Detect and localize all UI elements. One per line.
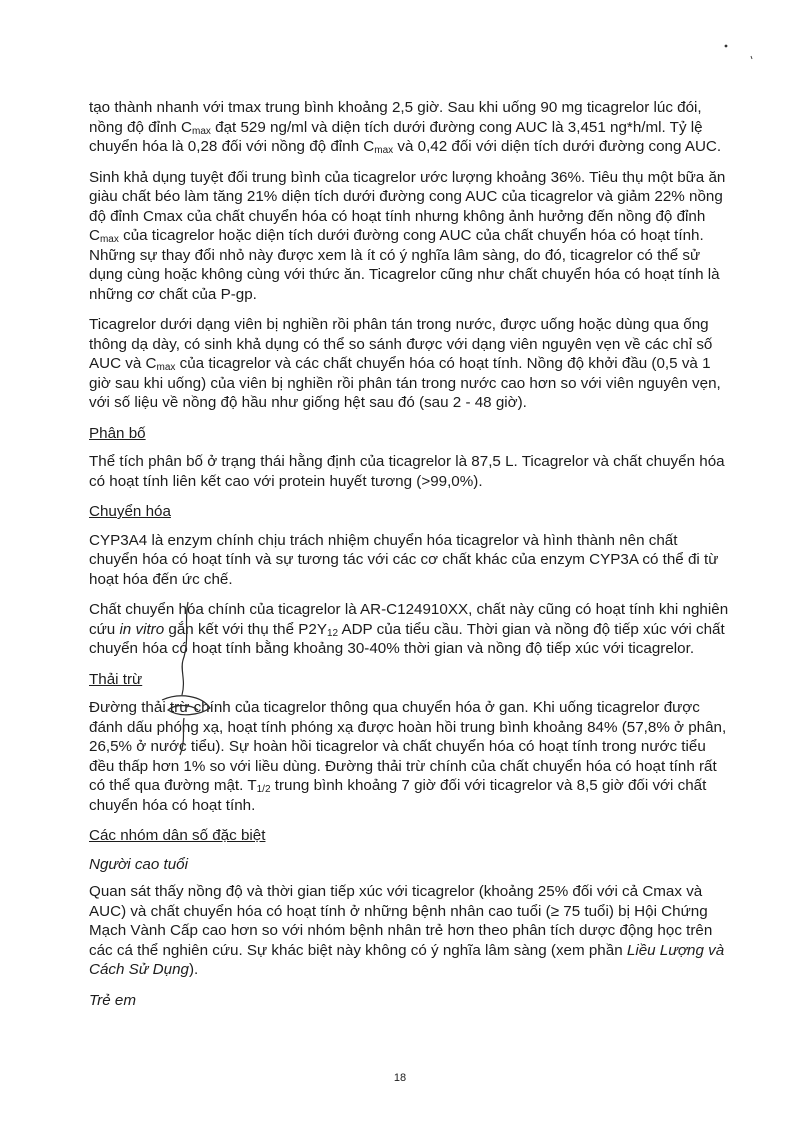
paragraph-crushed-tablets: Ticagrelor dưới dạng viên bị nghiền rồi phân tán trong nước, được uống hoặc dùng qua ống thông dạ dày, có sinh khả dụng có thể so sánh được với dạng viên nguyên vẹn về các chỉ số AUC và $C_{max}$ của ticagrelor và các chất chuyển hóa có hoạt tính. Nồng độ khởi đầu (0,5 và 1 giờ sau khi uống) của viên bị nghiền rồi phân tán trong nước cao hơn so với viên nguyên vẹn, với số liệu về nồng độ hầu như giống hệt sau đó (sau 2 - 48 giờ). [89, 316, 721, 411]
handwritten-signature [150, 600, 220, 760]
paragraph-absorption: tạo thành nhanh với tmax trung bình khoảng 2,5 giờ. Sau khi uống 90 mg ticagrelor lúc đói, nồng độ đỉnh $C_{max}$ đạt 529 ng/ml và diện tích dưới đường cong AUC là 3,451 ng*h/ml. Tỷ lệ chuyển hóa là 0,28 đối với nồng độ đỉnh $C_{max}$ và 0,42 đối với diện tích dưới đường cong AUC. [89, 99, 722, 156]
heading-special-populations: Các nhóm dân số đặc biệt [89, 827, 266, 844]
document-body [89, 98, 729, 1018]
paragraph-metabolite: Chất chuyển hóa chính của ticagrelor là AR-C124910XX, chất này cũng có hoạt tính khi nghiên cứu in vitro gắn kết với thụ thể $P2Y_{12}$ ADP của tiểu cầu. Thời gian và nồng độ tiếp xúc với chất chuyển hóa có hoạt tính bằng khoảng 30-40% thời gian và nồng độ tiếp xúc với ticagrelor. [89, 601, 729, 657]
heading-elderly: Người cao tuổi [89, 855, 189, 873]
page-number: 18 [393, 1072, 407, 1084]
paragraph-bioavailability: Sinh khả dụng tuyệt đối trung bình của ticagrelor ước lượng khoảng 36%. Tiêu thụ một bữa ăn giàu chất béo làm tăng 21% diện tích dưới đường cong AUC của ticagrelor và giảm 22% nồng độ đỉnh Cmax của chất chuyển hóa có hoạt tính nhưng không ảnh hưởng đến nồng độ đỉnh $C_{max}$ của ticagrelor hoặc diện tích dưới đường cong AUC của chất chuyển hóa có hoạt tính. Những sự thay đổi nhỏ này được xem là ít có ý nghĩa lâm sàng, do đó, ticagrelor có thể sử dụng cùng hoặc không cùng với thức ăn. Ticagrelor cũng như chất chuyển hóa có hoạt tính là những cơ chất của P-gp. [89, 168, 726, 303]
paragraph-distribution: Thể tích phân bố ở trạng thái hằng định của ticagrelor là 87,5 L. Ticagrelor và chất chuyển hóa có hoạt tính liên kết cao với protein huyết tương (>99,0%). [89, 453, 725, 490]
heading-children: Trẻ em [89, 991, 136, 1009]
scan-specks [720, 40, 760, 70]
paragraph-elimination: Đường thải trừ chính của ticagrelor thông qua chuyển hóa ở gan. Khi uống ticagrelor được đánh dấu phóng xạ, hoạt tính phóng xạ được hoàn hồi trung bình khoảng 84% (57,8% ở phân, 26,5% ở nước tiểu). Sự hoàn hồi ticagrelor và chất chuyển hóa có hoạt tính trong nước tiểu đều thấp hơn 1% so với liều dùng. Đường thải trừ chính của chất chuyển hóa có hoạt tính rất có thể qua đường mật. $T_{1/2}$ trung bình khoảng 7 giờ đối với ticagrelor và 8,5 giờ đối với chất chuyển hóa có hoạt tính. [89, 699, 727, 814]
paragraph-metabolism-cyp3a4: CYP3A4 là enzym chính chịu trách nhiệm chuyển hóa ticagrelor và hình thành nên chất chuyển hóa có hoạt tính và sự tương tác với các cơ chất khác của enzym CYP3A có thể đi từ hoạt hóa đến ức chế. [89, 531, 719, 588]
heading-distribution: Phân bố [89, 424, 146, 442]
heading-elimination: Thải trừ [89, 670, 143, 688]
heading-metabolism: Chuyển hóa [89, 503, 171, 520]
paragraph-elderly: Quan sát thấy nồng độ và thời gian tiếp xúc với ticagrelor (khoảng 25% đối với cả Cmax và AUC) và chất chuyển hóa có hoạt tính ở những bệnh nhân cao tuổi (≥ 75 tuổi) bị Hội Chứng Mạch Vành Cấp cao hơn so với nhóm bệnh nhân trẻ hơn theo phân tích dược động học trên các cá thể nghiên cứu. Sự khác biệt này không có ý nghĩa lâm sàng (xem phần Liều Lượng và Cách Sử Dụng). [89, 883, 725, 978]
